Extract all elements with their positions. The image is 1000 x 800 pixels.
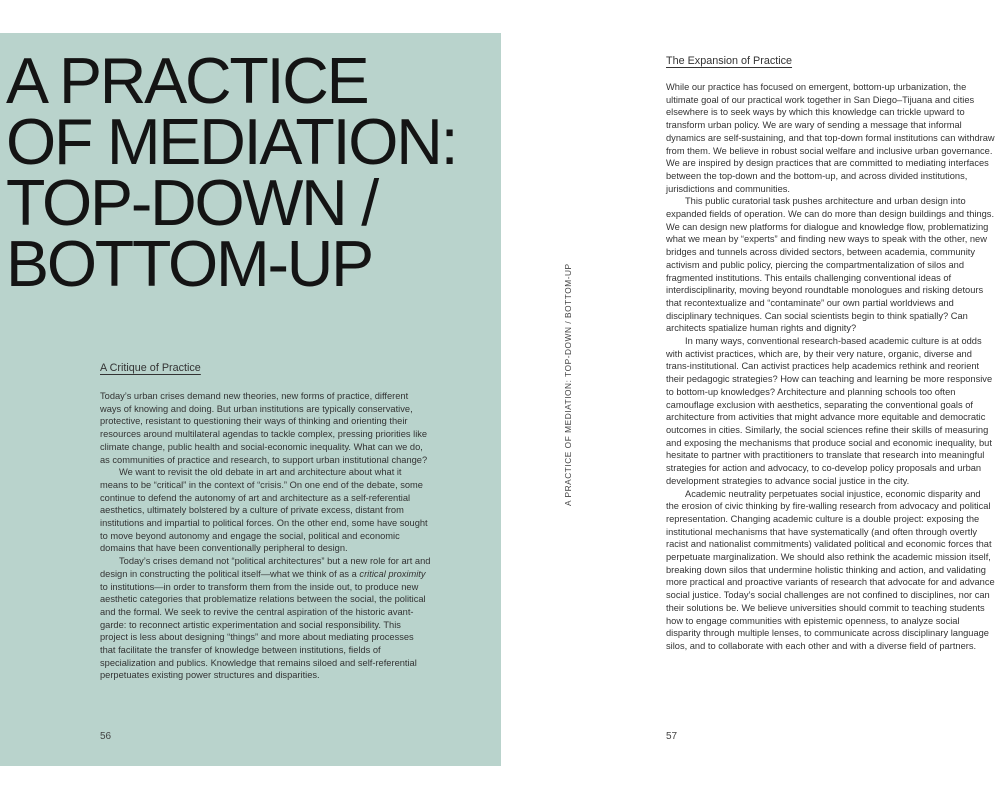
left-section-heading: A Critique of Practice xyxy=(100,362,201,374)
chapter-title-line-1: A PRACTICE xyxy=(6,45,368,117)
right-paragraph-3: In many ways, conventional research-based academic culture is at odds with activist practices, which are, by their very nature, organic, diverse and trans-institutional. Can activist practices help academics rethink and reorient their pedagogic strategies? How can teaching and learning be more responsive to bottom-up knowledges? Architecture and planning schools too often camouflage exclusion with aesthetics, separating the conventional goals of architecture from activities that might advance more equitable and democratic outcomes in cities. Similarly, the social sciences refine their skills of measuring and exposing the mechanisms that produce social and economic inequality, but hesitate to partner with practitioners to translate that research into meaningful strategies for action and advocacy, to co-develop policy proposals and urban development strategies to advance social justice in the city. xyxy=(666,336,993,486)
left-page xyxy=(0,33,501,766)
left-body-text xyxy=(100,390,431,682)
right-paragraph-1: While our practice has focused on emergent, bottom-up urbanization, the ultimate goal of our practical work together in San Diego–Tijuana and cities elsewhere is to seek ways by which this knowledge can trickle upward to transform urban policy. We are wary of sending a message that informal dynamics are self-sustaining, and that top-down formal institutions can withdraw from them. We believe in robust social welfare and inclusive urban governance. We are inspired by design practices that are committed to mediating interfaces between the top-down and the bottom-up, and across divided institutions, jurisdictions and communities. xyxy=(666,82,995,194)
left-paragraph-2: We want to revisit the old debate in art and architecture about what it means to be “critical” in the context of “crisis.” On one end of the debate, some continue to defend the autonomy of art and architecture as a self-referential aesthetics, ultimately bolstered by a culture of private excess, distant from institutions and impartial to political forces. On the other end, some have sought to move beyond autonomy and engage the social, political and economic domains that have been conventionally peripheral to design. xyxy=(100,467,428,554)
right-paragraph-2: This public curatorial task pushes architecture and urban design into expanded fields of operation. We can do more than design buildings and things. We can design new platforms for dialogue and knowledge flow, problematizing what we mean by “experts” and finding new ways to speak with the other, new bridges and tunnels across divided sectors, between academia, community activism and public policy, piercing the compartmentalization of silos and fragmented institutions. This entails challenging conventional ideas of interdisciplinarity, moving beyond roundtable monologues and risking detours that recontextualize and “contaminate” our own partial worldviews and disciplinary techniques. Can social scientists begin to think spatially? Can architects spatialize human rights and dignity? xyxy=(666,196,995,334)
chapter-title-line-3: TOP-DOWN / xyxy=(6,167,377,239)
critical-proximity-emphasis: critical proximity xyxy=(359,568,426,579)
chapter-title-line-2: OF MEDIATION: xyxy=(6,106,457,178)
right-paragraph-4: Academic neutrality perpetuates social injustice, economic disparity and the erosion of civic thinking by fire-walling research from advocacy and political representation. Changing academic culture is a double project: exposing the institutional mechanisms that have systematically (and often through overtly racist and nationalist commitments) validated political and economic forces that perpetuate marginalization. We should also rethink the academic mission itself, breaking down silos that undermine holistic thinking and action, and validating more practical and proactive variants of research that advocate for and advance social justice. Today’s social challenges are not confined to disciplines, nor can their solutions be. We believe universities should commit to teaching students how to engage communities with epistemic openness, to analyze social disparity through multiple lenses, to communicate across disciplinary language silos, and to collaborate with each other and with a diverse field of partners. xyxy=(666,488,995,651)
chapter-title xyxy=(6,45,496,300)
right-page-number: 57 xyxy=(666,731,678,742)
running-header-text: A PRACTICE OF MEDIATION: TOP-DOWN / BOTTOM-UP xyxy=(563,263,573,506)
chapter-title-line-4: BOTTOM-UP xyxy=(6,228,373,300)
left-paragraph-3-start: Today’s crises demand not “political architectures” but a new role for art and design in constructing the political itself—what we think of as a xyxy=(100,556,431,579)
left-page-number: 56 xyxy=(100,731,112,742)
left-paragraph-3-end: to institutions—in order to transform them from the inside out, to produce new aesthetic categories that problematize relations between the social, the political and the formal. We seek to revive the central aspiration of the historic avant-garde: to reconnect artistic experimentation and social responsibility. This project is less about designing “things” and more about mediating processes that facilitate the transfer of knowledge between institutions, fields of specialization and publics. Knowledge that remains siloed and self-referential perpetuates existing power structures and disparities. xyxy=(100,581,426,681)
left-paragraph-3 xyxy=(100,555,431,682)
right-body-text xyxy=(666,81,996,653)
left-paragraph-1: Today’s urban crises demand new theories, new forms of practice, different ways of knowing and doing. But urban institutions are typically conservative, protective, resistant to questioning their ways of thinking and orienting their resources around multilateral agendas to tackle complex, pressing priorities like climate change, public health and social-economic inequality. What can we do, as communities of practice and research, to support urban institutional change? xyxy=(100,391,428,465)
right-section-heading: The Expansion of Practice xyxy=(666,55,793,67)
